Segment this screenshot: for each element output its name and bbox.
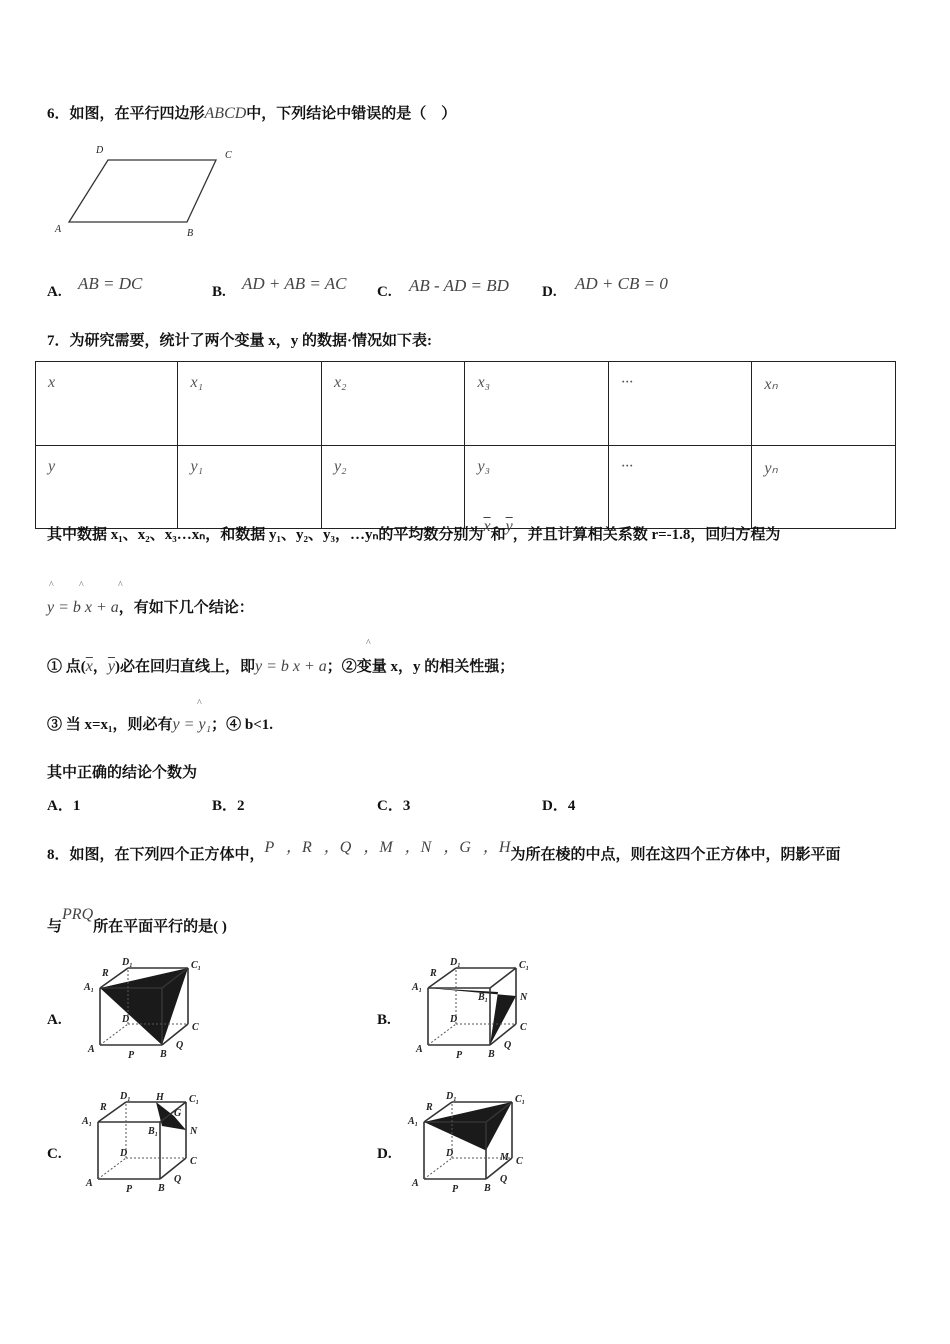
q7-option-a[interactable] bbox=[47, 794, 80, 815]
q8-stem bbox=[47, 841, 840, 864]
q8-stem-text: 8．如图，在下列四个正方体中， bbox=[47, 847, 265, 863]
cube-vertex-label: P bbox=[452, 1184, 459, 1195]
cube-vertex-label: R bbox=[426, 1102, 433, 1113]
cube-vertex-label: A₁ bbox=[82, 1116, 93, 1127]
cube-vertex-label: D₁ bbox=[446, 1091, 457, 1102]
cube-vertex-label: M bbox=[500, 1152, 509, 1163]
cube-hidden-edge bbox=[428, 1024, 456, 1045]
c1-formula: y = b x + a bbox=[254, 658, 327, 675]
cube-hidden-edge bbox=[98, 1158, 126, 1179]
q6-stem bbox=[47, 102, 456, 123]
cube-figure-d[interactable] bbox=[408, 1091, 528, 1195]
cube-figure-c[interactable] bbox=[82, 1091, 200, 1195]
cube-vertex-label: C bbox=[520, 1022, 527, 1033]
table-cell: y bbox=[36, 446, 178, 529]
q8-option-c-letter[interactable]: C. bbox=[47, 1146, 62, 1162]
cube-hidden-edge bbox=[424, 1158, 452, 1179]
q7-conclusion-3 bbox=[47, 713, 273, 734]
table-cell: ··· bbox=[608, 362, 751, 446]
q7-line1-text: 其中数据 x₁、x₂、x₃…xₙ，和数据 y₁、y₂、y₃，…yₙ的平均数分别为 bbox=[47, 527, 484, 543]
c1-xbar: $\overline{x}$ bbox=[85, 658, 93, 675]
q6-option-c-formula: AB - AD = BD bbox=[409, 276, 509, 295]
table-cell: yₙ bbox=[752, 446, 896, 529]
c1-ybar: $\overline{y}$ bbox=[107, 658, 115, 675]
q8-option-b-letter[interactable]: B. bbox=[377, 1012, 391, 1028]
hat-mark: ^ bbox=[118, 580, 123, 591]
q6-option-c-letter[interactable]: C. bbox=[377, 284, 392, 300]
c1-start: ① 点( bbox=[47, 659, 86, 675]
cube-vertex-label: Q bbox=[174, 1174, 182, 1185]
cube-vertex-label: D₁ bbox=[122, 957, 133, 968]
table-cell: x₂ bbox=[321, 362, 465, 446]
shaded-plane bbox=[428, 988, 516, 1045]
c1-mid: )必在回归直线上，即 bbox=[114, 659, 255, 675]
table-cell: ··· bbox=[608, 446, 751, 529]
q6-option-a-formula: AB = DC bbox=[78, 274, 143, 293]
cube-vertex-label: A bbox=[86, 1178, 93, 1189]
cube-vertex-label: A₁ bbox=[84, 982, 95, 993]
cube-vertex-label: D bbox=[446, 1148, 454, 1159]
label-d: D bbox=[96, 145, 104, 156]
table-cell: y₁ bbox=[178, 446, 322, 529]
c3-end: ；④ b<1. bbox=[211, 717, 273, 733]
cube-vertex-label: C₁ bbox=[515, 1094, 526, 1105]
option-letter: B． bbox=[212, 798, 238, 814]
hat-mark: ^ bbox=[366, 638, 371, 649]
parallelogram-shape bbox=[69, 160, 216, 222]
q7-question: 其中正确的结论个数为 bbox=[47, 765, 198, 781]
cube-edge bbox=[160, 1158, 186, 1179]
cube-vertex-label: B₁ bbox=[148, 1126, 159, 1137]
table-row-x bbox=[36, 362, 896, 446]
cube-vertex-label: B bbox=[484, 1183, 491, 1194]
option-letter: C． bbox=[377, 798, 403, 814]
q8-line2-start: 与 bbox=[47, 919, 63, 935]
cube-vertex-label: C₁ bbox=[189, 1094, 200, 1105]
cube-vertex-label: B bbox=[160, 1049, 167, 1060]
q8-option-a-letter[interactable]: A. bbox=[47, 1012, 62, 1028]
data-table bbox=[35, 361, 896, 529]
c1-end: ；②变量 x，y 的相关性强； bbox=[326, 659, 515, 675]
cube-vertex-label: C bbox=[516, 1156, 523, 1167]
option-letter: D． bbox=[542, 798, 568, 814]
cube-vertex-label: R bbox=[102, 968, 109, 979]
cube-vertex-label: C bbox=[190, 1156, 197, 1167]
x-bar: $\overline{x}$ bbox=[483, 518, 491, 535]
cube-vertex-label: R bbox=[430, 968, 437, 979]
q6-option-d-formula: AD + CB = 0 bbox=[575, 274, 668, 293]
q7-option-c[interactable] bbox=[377, 794, 410, 815]
q8-points: P ，R ，Q ，M ，N ，G ，H bbox=[264, 839, 511, 856]
y-bar: $\overline{y}$ bbox=[505, 518, 513, 535]
q6-option-b-letter[interactable]: B. bbox=[212, 284, 226, 300]
cube-vertex-label: C bbox=[192, 1022, 199, 1033]
c3-formula: y = y₁ bbox=[172, 716, 212, 733]
cube-vertex-label: A₁ bbox=[412, 982, 423, 993]
c3-start: ③ 当 x=x₁，则必有 bbox=[47, 717, 173, 733]
label-a: A bbox=[55, 224, 62, 235]
cube-vertex-label: C₁ bbox=[191, 960, 202, 971]
q7-option-b[interactable] bbox=[212, 794, 245, 815]
q6-stem-text: 6．如图，在平行四边形 bbox=[47, 106, 205, 122]
cube-vertex-label: D bbox=[450, 1014, 458, 1025]
cube-vertex-label: Q bbox=[504, 1040, 512, 1051]
cube-figure-a[interactable] bbox=[84, 957, 202, 1061]
cube-vertex-label: G bbox=[174, 1108, 182, 1119]
cube-hidden-edge bbox=[100, 1024, 128, 1045]
regression-equation: y = b x + a bbox=[47, 599, 119, 616]
hat-mark: ^ bbox=[49, 580, 54, 591]
cube-vertex-label: B bbox=[158, 1183, 165, 1194]
cube-vertex-label: N bbox=[190, 1126, 198, 1137]
q6-option-d-letter[interactable]: D. bbox=[542, 284, 557, 300]
cube-vertex-label: P bbox=[456, 1050, 463, 1061]
q7-option-d[interactable] bbox=[542, 794, 575, 815]
q8-line2-end: 所在平面平行的是( ) bbox=[93, 919, 227, 935]
q7-line1-end: ，并且计算相关系数 r=-1.8，回归方程为 bbox=[512, 527, 781, 543]
cube-vertex-label: A₁ bbox=[408, 1116, 419, 1127]
table-cell: y₃ bbox=[465, 446, 609, 529]
label-b: B bbox=[187, 228, 194, 239]
q8-stem-end: 为所在棱的中点，则在这四个正方体中，阴影平面 bbox=[510, 847, 841, 863]
q8-line2 bbox=[47, 906, 227, 936]
table-cell: x bbox=[36, 362, 178, 446]
cube-vertex-label: D bbox=[122, 1014, 130, 1025]
hat-mark: ^ bbox=[197, 698, 202, 709]
hat-mark: ^ bbox=[79, 580, 84, 591]
table-row-y bbox=[36, 446, 896, 529]
q6-option-b-formula: AD + AB = AC bbox=[242, 274, 347, 293]
cube-vertex-label: P bbox=[126, 1184, 133, 1195]
plane-prq: PRQ bbox=[62, 906, 94, 923]
c1-comma: ， bbox=[92, 659, 108, 675]
table-cell: y₂ bbox=[321, 446, 465, 529]
label-c: C bbox=[225, 150, 232, 161]
cube-edge bbox=[490, 968, 516, 988]
cube-vertex-label: D₁ bbox=[450, 957, 461, 968]
q7-and: 和 bbox=[490, 527, 506, 543]
cube-vertex-label: R bbox=[100, 1102, 107, 1113]
q8-option-d-letter[interactable]: D. bbox=[377, 1146, 392, 1162]
table-cell: x₁ bbox=[178, 362, 322, 446]
cube-vertex-label: N bbox=[520, 992, 528, 1003]
cube-figure-b[interactable] bbox=[412, 957, 530, 1061]
q7-conclusion-1 bbox=[47, 655, 514, 676]
cube-vertex-label: B bbox=[488, 1049, 495, 1060]
cube-vertex-label: A bbox=[88, 1044, 95, 1055]
cube-vertex-label: Q bbox=[500, 1174, 508, 1185]
cube-vertex-label: Q bbox=[176, 1040, 184, 1051]
cube-vertex-label: D₁ bbox=[120, 1091, 131, 1102]
cube-vertex-label: A bbox=[412, 1178, 419, 1189]
cube-vertex-label: D bbox=[120, 1148, 128, 1159]
cube-vertex-label: C₁ bbox=[519, 960, 530, 971]
table-cell: x₃ bbox=[465, 362, 609, 446]
q6-option-a-letter[interactable]: A. bbox=[47, 284, 62, 300]
q6-stem-math: ABCD bbox=[204, 105, 247, 122]
option-value: 3 bbox=[402, 798, 411, 814]
cube-vertex-label: A bbox=[416, 1044, 423, 1055]
table-cell: xₙ bbox=[752, 362, 896, 446]
option-value: 1 bbox=[72, 798, 81, 814]
shaded-plane bbox=[424, 1102, 512, 1151]
parallelogram-figure bbox=[50, 140, 250, 245]
cube-vertex-label: B₁ bbox=[478, 992, 489, 1003]
option-value: 2 bbox=[237, 798, 245, 814]
option-letter: A． bbox=[47, 798, 73, 814]
q7-line2 bbox=[47, 596, 254, 617]
cube-vertex-label: H bbox=[156, 1092, 164, 1103]
q7-line2-end: ，有如下几个结论： bbox=[118, 600, 254, 616]
option-value: 4 bbox=[567, 798, 576, 814]
q7-stem: 7．为研究需要，统计了两个变量 x，y 的数据·情况如下表: bbox=[47, 333, 432, 349]
q7-line1 bbox=[47, 518, 781, 544]
q6-stem-end: 中，下列结论中错误的是（ ） bbox=[246, 106, 457, 122]
cube-vertex-label: P bbox=[128, 1050, 135, 1061]
